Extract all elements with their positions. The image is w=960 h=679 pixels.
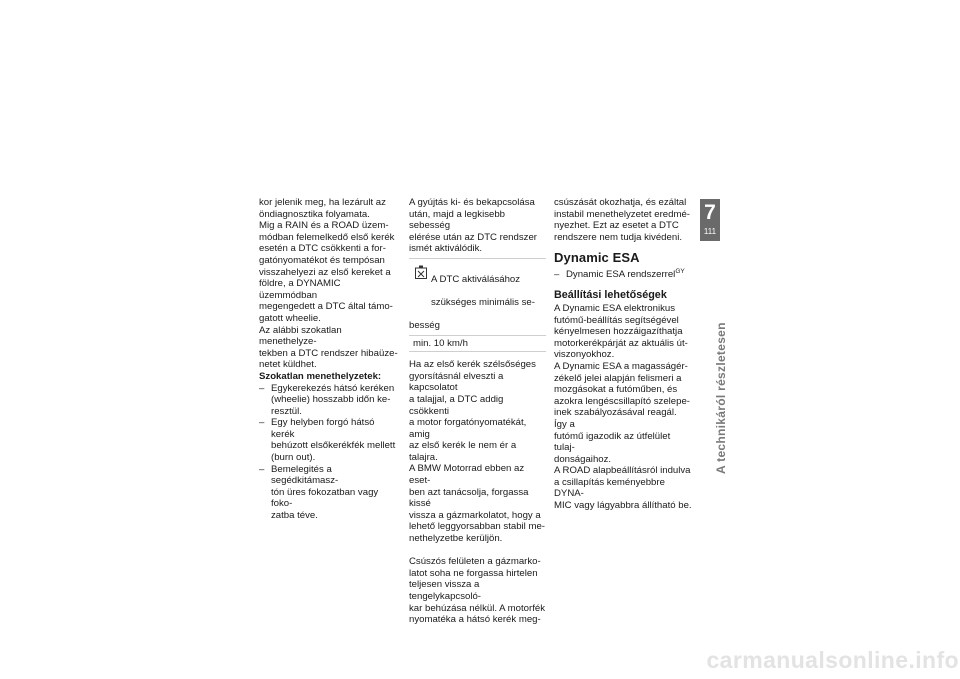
wrench-info-icon (415, 265, 427, 279)
info-box-header (409, 259, 546, 336)
text-column-2 (409, 197, 546, 626)
list-item: – Egykerekezés hátsó keréken (wheelie) hosszabb időn ke- resztül. (259, 383, 399, 418)
watermark: carmanualsonline.info (706, 647, 959, 673)
min-speed-value: min. 10 km/h (409, 336, 546, 353)
chapter-tab (700, 199, 720, 241)
info-box-text-line: A DTC aktiválásához (431, 273, 521, 285)
info-box-text-line: besség (409, 319, 440, 331)
section-heading-dynamic-esa: Dynamic ESA (554, 250, 640, 266)
chapter-number: 7 (704, 201, 716, 224)
intro-paragraph: kor jelenik meg, ha lezárult az öndiagnosztika folyamata. Mig a RAIN és a ROAD üzem- módban felemelkedő első kerék esetén a DTC csökkenti a for- gatónyomatékot és tempósan visszahelyezi az első kereket a földre, a DYNAMIC üzemmódban megengedett a DTC által támo- gatott wheelie. Az alábbi szokatlan menethelyze- tekben a DTC rendszer hibaüze- netet küldhet. (259, 197, 398, 371)
page-number: 111 (703, 227, 717, 236)
list-item: – Bemelegités a segédkitámasz- tón üres fokozatban vagy foko- zatba téve. (259, 464, 399, 522)
equipment-note (554, 269, 692, 281)
min-speed-info-box (409, 258, 546, 352)
option-code: GY (675, 268, 685, 276)
esa-description-paragraph: A Dynamic ESA elektronikus futómű-beállítás segítségével kényelmesen hozzáigazíthatja motorkerékpárját az aktuális út- viszonyokhoz. A Dynamic ESA a magasságér- zékelő jelei alapján felismeri a mozgásokat a futóműben, és azokra lengéscsillapító szelepe- inek szabályozásával reagál. Így a futómű igazodik az útfelület tulaj- donságaihoz. A ROAD alapbeállításról indulva a csillapítás keményebbre DYNA- MIC vagy lágyabbra állítható be. (554, 302, 692, 512)
info-box-text-line: szükséges minimális se- (431, 296, 535, 308)
chapter-title-vertical (701, 322, 728, 492)
unusual-situations-heading: Szokatlan menethelyzetek: (259, 370, 382, 382)
slippery-surface-paragraph: Csúszós felületen a gázmarko- latot soha ne forgassa hirtelen teljesen vissza a tengelykapcsoló- kar behúzása nélkül. A motorfék nyomatéka a hátsó kerék meg- (409, 556, 545, 626)
chapter-title: A technikáról részletesen (714, 322, 728, 474)
reactivation-paragraph: A gyújtás ki- és bekapcsolása után, majd a legkisebb sebesség elérése után az DTC rendszer ismét aktiválódik. (409, 197, 537, 255)
list-item: – Dynamic ESA rendszerrel$^{GY}$ (554, 269, 692, 281)
list-item: – Egy helyben forgó hátsó kerék behúzott elsőkerékfék mellett (burn out). (259, 417, 399, 463)
front-wheel-paragraph: Ha az első kerék szélsőséges gyorsításnál elveszti a kapcsolatot a talajjal, a DTC addig csökkenti a motor forgatónyomatékát, amig az első kerék le nem ér a talajra. A BMW Motorrad ebben az eset- ben azt tanácsolja, forgassa kissé vissza a gázmarkolatot, hogy a lehető leggyorsabban stabil me- nethelyzetbe kerüljön. (409, 359, 545, 545)
text-column-3 (554, 197, 692, 512)
subsection-heading-settings: Beállítási lehetőségek (554, 288, 667, 301)
text-column-1 (259, 197, 399, 522)
unusual-situations-list (259, 383, 399, 522)
continuation-paragraph: csúszását okozhatja, és ezáltal instabil menethelyzetet eredmé- nyezhet. Ezt az esetet a DTC rendszere nem tudja kivédeni. (554, 197, 690, 243)
